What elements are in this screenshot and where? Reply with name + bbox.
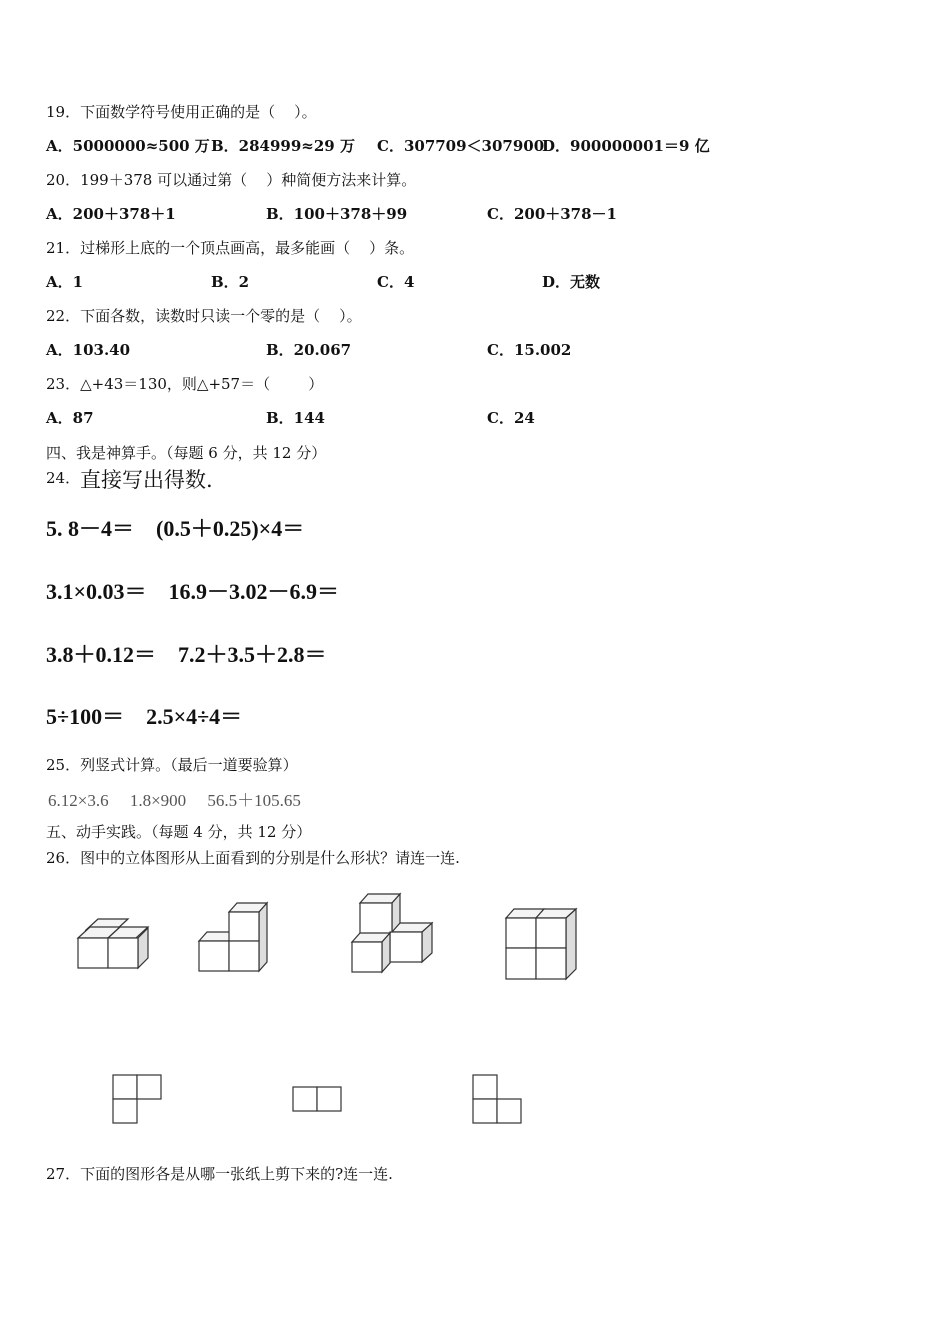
q20-stem: 20．199＋378 可以通过第（ ）种简便方法来计算。 — [46, 171, 417, 189]
q22-option-b[interactable]: B．20.067 — [266, 341, 352, 359]
q25-stem: 25．列竖式计算。（最后一道要验算） — [46, 756, 298, 774]
q19-option-b[interactable]: B．284999≈29 万 — [211, 137, 355, 155]
q20-option-a[interactable]: A．200＋378＋1 — [46, 205, 176, 223]
q22-option-c[interactable]: C．15.002 — [487, 341, 572, 359]
top-view-2 — [292, 1086, 344, 1114]
q24-row-1: 5. 8－4＝ (0.5＋0.25)×4＝ — [46, 516, 305, 541]
q21-option-b[interactable]: B．2 — [211, 273, 250, 291]
section-4-heading: 四、我是神算手。（每题 6 分，共 12 分） — [46, 444, 327, 462]
q20-option-c[interactable]: C．200＋378－1 — [487, 205, 617, 223]
q24-row-4: 5÷100＝ 2.5×4÷4＝ — [46, 704, 243, 729]
q20-option-b[interactable]: B．100＋378＋99 — [266, 205, 408, 223]
q22-stem: 22．下面各数，读数时只读一个零的是（ ）。 — [46, 307, 362, 325]
q25-items: 6.12×3.6 1.8×900 56.5＋105.65 — [48, 791, 301, 810]
q21-option-a[interactable]: A．1 — [46, 273, 84, 291]
q22-option-a[interactable]: A．103.40 — [46, 341, 131, 359]
q23-stem: 23．△+43＝130，则△+57＝（ ） — [46, 375, 324, 393]
q21-option-d[interactable]: D．无数 — [542, 273, 601, 291]
solid-figure-2 — [197, 898, 277, 978]
q23-option-b[interactable]: B．144 — [266, 409, 325, 427]
q24-title: 直接写出得数. — [80, 468, 213, 492]
q21-stem: 21．过梯形上底的一个顶点画高，最多能画（ ）条。 — [46, 239, 415, 257]
solid-figure-4 — [504, 906, 584, 986]
top-view-3 — [472, 1074, 524, 1126]
q19-option-c[interactable]: C．307709＜307900 — [377, 137, 545, 155]
q23-option-a[interactable]: A．87 — [46, 409, 94, 427]
q23-option-c[interactable]: C．24 — [487, 409, 535, 427]
q19-option-a[interactable]: A．5000000≈500 万 — [46, 137, 210, 155]
q24-number: 24． — [46, 469, 81, 487]
q19-stem: 19．下面数学符号使用正确的是（ ）。 — [46, 103, 317, 121]
top-view-1 — [112, 1074, 164, 1126]
q21-option-c[interactable]: C．4 — [377, 273, 415, 291]
q27-stem: 27．下面的图形各是从哪一张纸上剪下来的?连一连. — [46, 1165, 393, 1183]
q24-row-2: 3.1×0.03＝ 16.9－3.02－6.9＝ — [46, 579, 340, 604]
q26-stem: 26．图中的立体图形从上面看到的分别是什么形状？请连一连. — [46, 849, 460, 867]
section-5-heading: 五、动手实践。（每题 4 分，共 12 分） — [46, 823, 312, 841]
q24-row-3: 3.8＋0.12＝ 7.2＋3.5＋2.8＝ — [46, 642, 327, 667]
solid-figure-3 — [348, 890, 438, 980]
q19-option-d[interactable]: D．900000001＝9 亿 — [542, 137, 710, 155]
solid-figure-1 — [76, 914, 156, 974]
